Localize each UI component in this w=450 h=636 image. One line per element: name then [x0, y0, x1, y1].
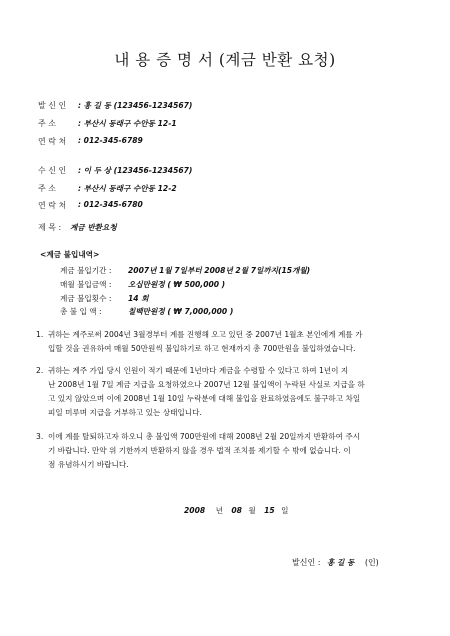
- recipient-name-label: 수 신 인: [38, 166, 67, 175]
- paragraph-line: 피일 미루며 지급을 거부하고 있는 상태입니다.: [48, 408, 202, 417]
- date-day-unit: 일: [281, 506, 289, 515]
- monthly-amount-label: 매월 불입금액 :: [60, 280, 112, 289]
- subject-value: 계금 반환요청: [70, 223, 117, 232]
- paragraph-number: 3.: [36, 432, 44, 441]
- date-month: 08: [231, 506, 242, 515]
- sender-address-value: : 부산시 동래구 수안동 12-1: [78, 119, 177, 128]
- payment-count-value: 14 회: [128, 294, 149, 303]
- payment-heading: <계금 불입내역>: [40, 250, 100, 259]
- signature-seal: (인): [364, 558, 379, 567]
- signature-label: 발신인 :: [292, 558, 321, 567]
- date-year: 2008: [184, 506, 206, 515]
- paragraph-line: 점 유념하시기 바랍니다.: [48, 460, 129, 469]
- subject-label: 제 목 :: [38, 223, 62, 232]
- sender-name-label: 발 신 인: [38, 101, 67, 110]
- recipient-phone-label: 연 락 처: [38, 201, 67, 210]
- signature-line: [292, 557, 379, 568]
- recipient-address-value: : 부산시 동래구 수안동 12-2: [78, 184, 177, 193]
- paragraph-line: 귀하는 계주 가입 당시 인원이 적기 때문에 1년마다 계금을 수령할 수 있다고 하여 1년이 지: [48, 366, 349, 375]
- signature-name: 홍 길 동: [326, 558, 355, 567]
- paragraph-line: 고 있지 않았으며 이에 2008년 1월 10일 누락분에 대해 불입을 완료하였음에도 불구하고 차일: [48, 394, 361, 403]
- payment-period-label: 계금 불입기간 :: [60, 266, 112, 275]
- sender-address-label: 주 소: [38, 119, 56, 128]
- sender-name-value: : 홍 길 동 (123456-1234567): [78, 101, 193, 110]
- paragraph-text: [48, 328, 422, 356]
- paragraph-line: 기 바랍니다. 만약 위 기한까지 반환하지 않을 경우 법적 조치를 제기할 수 밖에 없습니다. 이: [48, 446, 351, 455]
- document-date: [184, 505, 288, 516]
- sender-phone-value: : 012-345-6789: [78, 136, 143, 145]
- paragraph-text: [48, 364, 422, 420]
- recipient-address-label: 주 소: [38, 184, 56, 193]
- total-amount-value: 칠백만원정 ( ₩ 7,000,000 ): [128, 307, 234, 316]
- date-day: 15: [264, 506, 275, 515]
- document-title: 내 용 증 명 서 (계금 반환 요청): [114, 51, 336, 69]
- paragraph-line: 이에 계를 탈퇴하고자 하오니 총 불입액 700만원에 대해 2008년 2월 20일까지 반환하여 주시: [48, 432, 361, 441]
- sender-phone-label: 연 락 처: [38, 137, 67, 146]
- recipient-name-value: : 이 두 상 (123456-1234567): [78, 166, 193, 175]
- paragraph-line: 난 2008년 1월 7일 계금 지급을 요청하였으나 2007년 12월 불입액이 누락된 사실로 지급을 하: [48, 380, 365, 389]
- paragraph-number: 2.: [36, 366, 44, 375]
- paragraph-line: 귀하는 계주로써 2004년 3월경부터 계를 진행해 오고 있던 중 2007년 1월초 본인에게 계를 가: [48, 330, 363, 339]
- date-year-unit: 년: [215, 506, 223, 515]
- total-amount-label: 총 불 입 액 :: [60, 307, 102, 316]
- paragraph-line: 입할 것을 권유하여 매월 50만원씩 불입하기로 하고 현재까지 총 700만원을 불입하였습니다.: [48, 344, 356, 353]
- paragraph-text: [48, 430, 422, 472]
- date-month-unit: 월: [248, 506, 256, 515]
- payment-count-label: 계금 불입횟수 :: [60, 294, 112, 303]
- recipient-phone-value: : 012-345-6780: [78, 200, 143, 209]
- payment-period-value: 2007년 1월 7일부터 2008년 2월 7일까지(15개월): [128, 266, 311, 275]
- paragraph-number: 1.: [36, 330, 44, 339]
- monthly-amount-value: 오십만원정 ( ₩ 500,000 ): [128, 280, 226, 289]
